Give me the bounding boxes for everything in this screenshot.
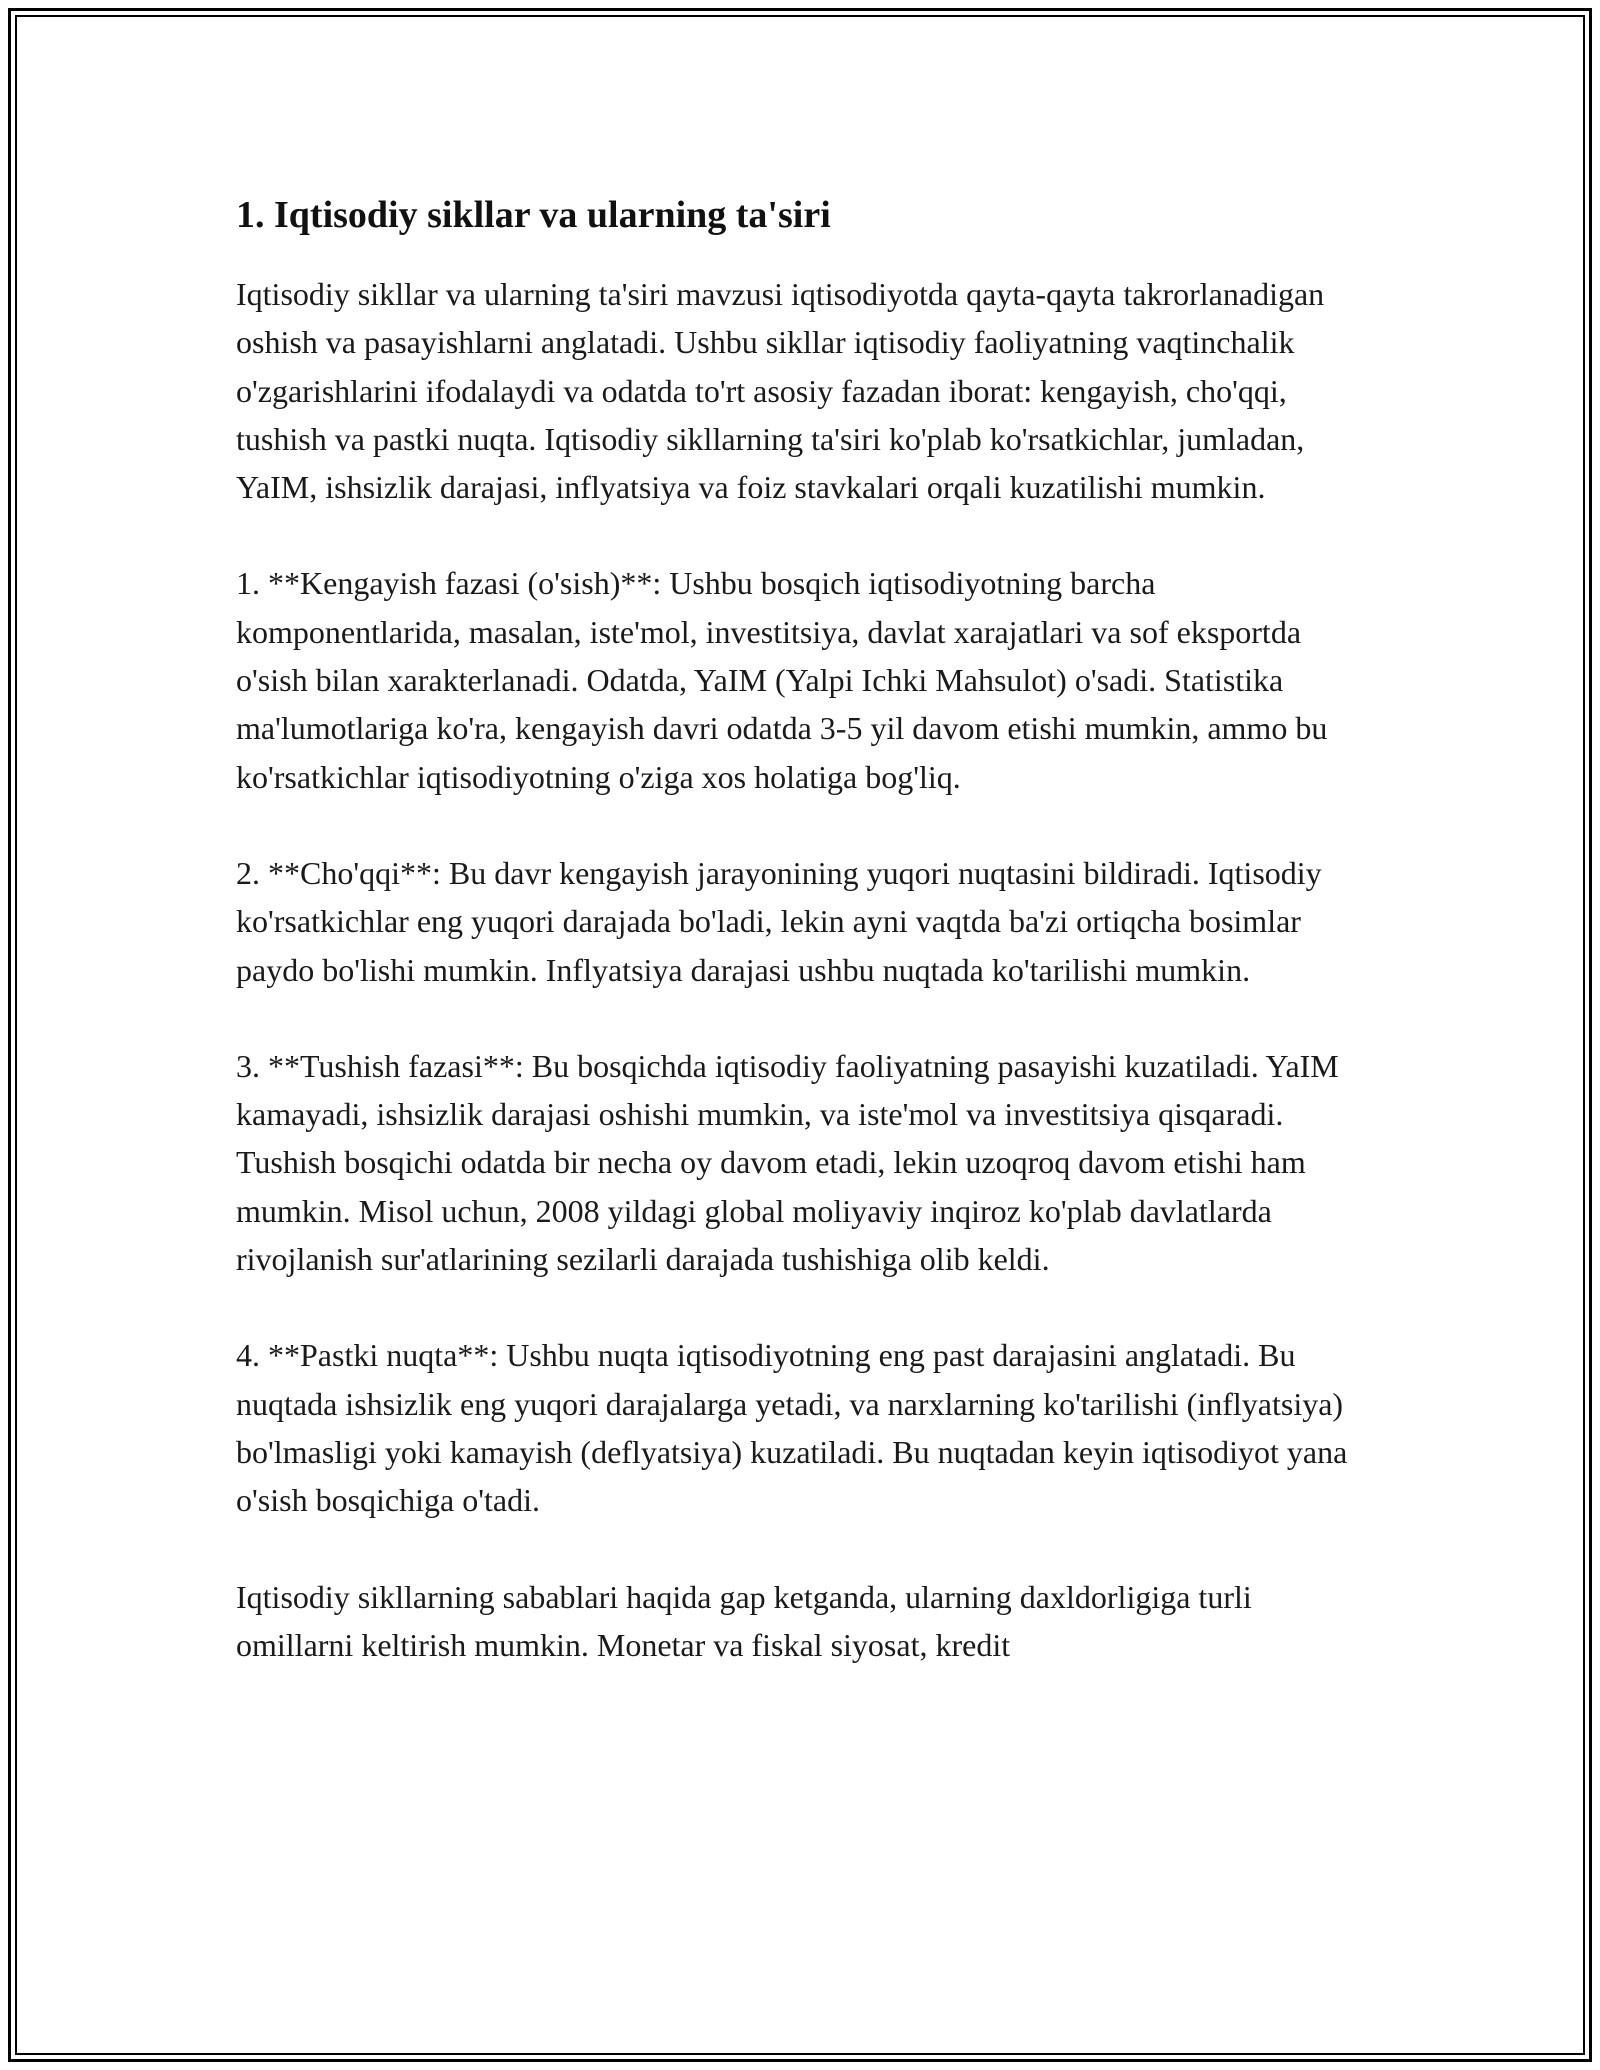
expansion-phase-paragraph: 1. **Kengayish fazasi (o'sish)**: Ushbu bosqich iqtisodiyotning barcha komponentlarida, masalan, iste'mol, investitsiya, davlat xarajatlari va sof eksportda o'sish bilan xarakterlanadi. Odatda, YaIM (Yalpi Ichki Mahsulot) o'sadi. Statistika ma'lumotlariga ko'ra, kengayish davri odatda 3-5 yil davom etishi mumkin, ammo bu ko'rsatkichlar iqtisodiyotning o'ziga xos holatiga bog'liq. [236,565,1328,795]
contraction-phase-paragraph: 3. **Tushish fazasi**: Bu bosqichda iqtisodiy faoliyatning pasayishi kuzatiladi. YaIM kamayadi, ishsizlik darajasi oshishi mumkin, va iste'mol va investitsiya qisqaradi. Tushish bosqichi odatda bir necha oy davom etadi, lekin uzoqroq davom etishi ham mumkin. Misol uchun, 2008 yildagi global moliyaviy inqiroz ko'plab davlatlarda rivojlanish sur'atlarining sezilarli darajada tushishiga olib keldi. [236,1047,1339,1278]
trough-paragraph: 4. **Pastki nuqta**: Ushbu nuqta iqtisodiyotning eng past darajasini anglatadi. Bu nuqtada ishsizlik eng yuqori darajalarga yetadi, va narxlarning ko'tarilishi (inflyatsiya) bo'lmasligi yoki kamayish (deflyatsiya) kuzatiladi. Bu nuqtadan keyin iqtisodiyot yana o'sish bosqichiga o'tadi. [236,1337,1348,1519]
document-body [236,188,1376,1717]
causes-paragraph: Iqtisodiy sikllarning sabablari haqida gap ketganda, ularning daxldorligiga turli omillarni keltirish mumkin. Monetar va fiskal siyosat, kredit [236,1578,1252,1663]
peak-paragraph: 2. **Cho'qqi**: Bu davr kengayish jarayonining yuqori nuqtasini bildiradi. Iqtisodiy ko'rsatkichlar eng yuqori darajada bo'ladi, lekin ayni vaqtda ba'zi ortiqcha bosimlar paydo bo'lishi mumkin. Inflyatsiya darajasi ushbu nuqtada ko'tarilishi mumkin. [236,854,1322,988]
intro-paragraph: Iqtisodiy sikllar va ularning ta'siri mavzusi iqtisodiyotda qayta-qayta takrorlanadigan oshish va pasayishlarni anglatadi. Ushbu sikllar iqtisodiy faoliyatning vaqtinchalik o'zgarishlarini ifodalaydi va odatda to'rt asosiy fazadan iborat: kengayish, cho'qqi, tushish va pastki nuqta. Iqtisodiy sikllarning ta'siri ko'plab ko'rsatkichlar, jumladan, YaIM, ishsizlik darajasi, inflyatsiya va foiz stavkalari orqali kuzatilishi mumkin. [236,276,1325,506]
document-title: 1. Iqtisodiy sikllar va ularning ta'siri [236,194,831,236]
